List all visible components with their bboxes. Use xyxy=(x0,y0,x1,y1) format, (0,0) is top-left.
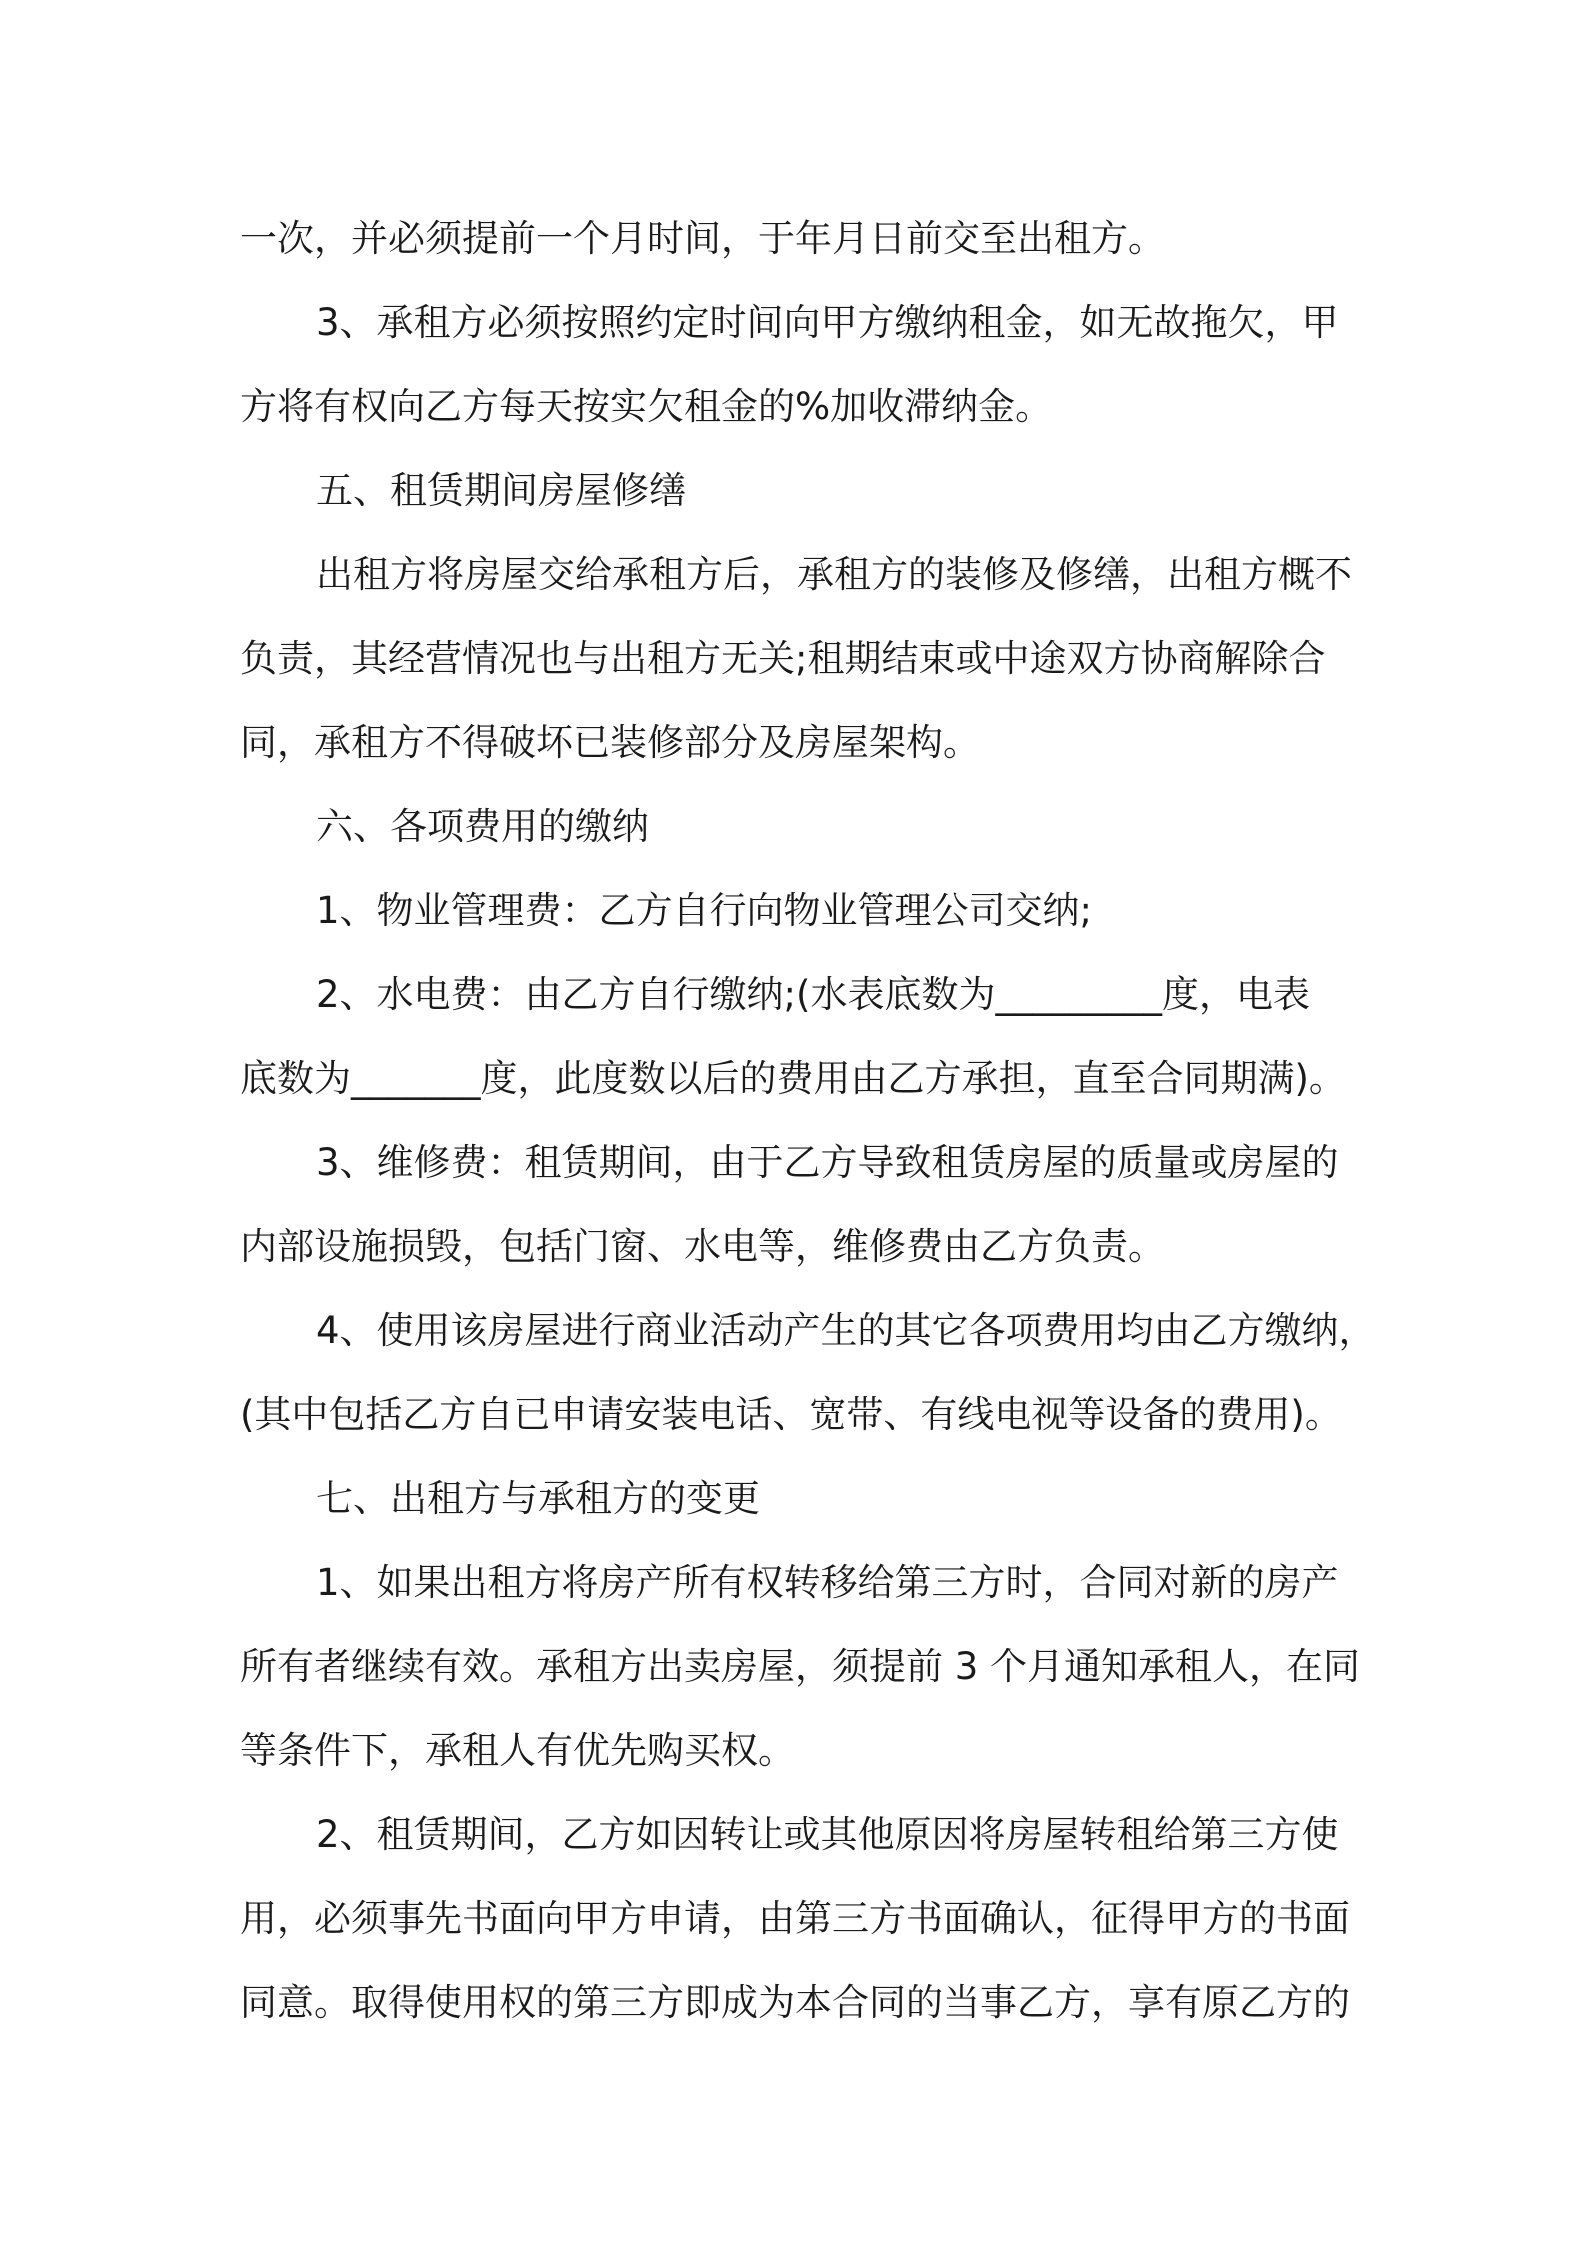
text-line: 4、使用该房屋进行商业活动产生的其它各项费用均由乙方缴纳， xyxy=(316,1309,1376,1352)
text-line: 负责，其经营情况也与出租方无关;租期结束或中途双方协商解除合 xyxy=(240,637,1326,680)
text-line: 3、承租方必须按照约定时间向甲方缴纳租金，如无故拖欠，甲 xyxy=(316,301,1339,344)
text-line: 一次，并必须提前一个月时间，于年月日前交至出租方。 xyxy=(240,217,1165,260)
text-line: 2、租赁期间，乙方如因转让或其他原因将房屋转租给第三方使 xyxy=(316,1813,1339,1856)
text-line: 3、维修费：租赁期间，由于乙方导致租赁房屋的质量或房屋的 xyxy=(316,1141,1339,1184)
text-line: 所有者继续有效。承租方出卖房屋，须提前 3 个月通知承租人，在同 xyxy=(240,1645,1361,1688)
text-line: 内部设施损毁，包括门窗、水电等，维修费由乙方负责。 xyxy=(240,1225,1165,1268)
section-heading: 七、出租方与承租方的变更 xyxy=(316,1477,760,1520)
text-line: 用，必须事先书面向甲方申请，由第三方书面确认，征得甲方的书面 xyxy=(240,1897,1350,1940)
text-line: 1、如果出租方将房产所有权转移给第三方时，合同对新的房产 xyxy=(316,1561,1339,1604)
section-heading: 五、租赁期间房屋修缮 xyxy=(316,469,686,512)
section-heading: 六、各项费用的缴纳 xyxy=(316,805,649,848)
text-line: 等条件下，承租人有优先购买权。 xyxy=(240,1729,795,1772)
text-line: 出租方将房屋交给承租方后，承租方的装修及修缮，出租方概不 xyxy=(316,553,1352,596)
text-line: 同，承租方不得破坏已装修部分及房屋架构。 xyxy=(240,721,980,764)
text-line: 2、水电费：由乙方自行缴纳;(水表底数为_________度，电表 xyxy=(316,973,1310,1016)
text-line: 方将有权向乙方每天按实欠租金的%加收滞纳金。 xyxy=(240,385,1053,428)
text-line: 同意。取得使用权的第三方即成为本合同的当事乙方，享有原乙方的 xyxy=(240,1981,1350,2024)
text-line: 底数为_______度，此度数以后的费用由乙方承担，直至合同期满)。 xyxy=(240,1057,1346,1100)
text-line: (其中包括乙方自已申请安装电话、宽带、有线电视等设备的费用)。 xyxy=(240,1393,1342,1436)
text-line: 1、物业管理费：乙方自行向物业管理公司交纳; xyxy=(316,889,1093,932)
document-body xyxy=(240,197,1376,2045)
